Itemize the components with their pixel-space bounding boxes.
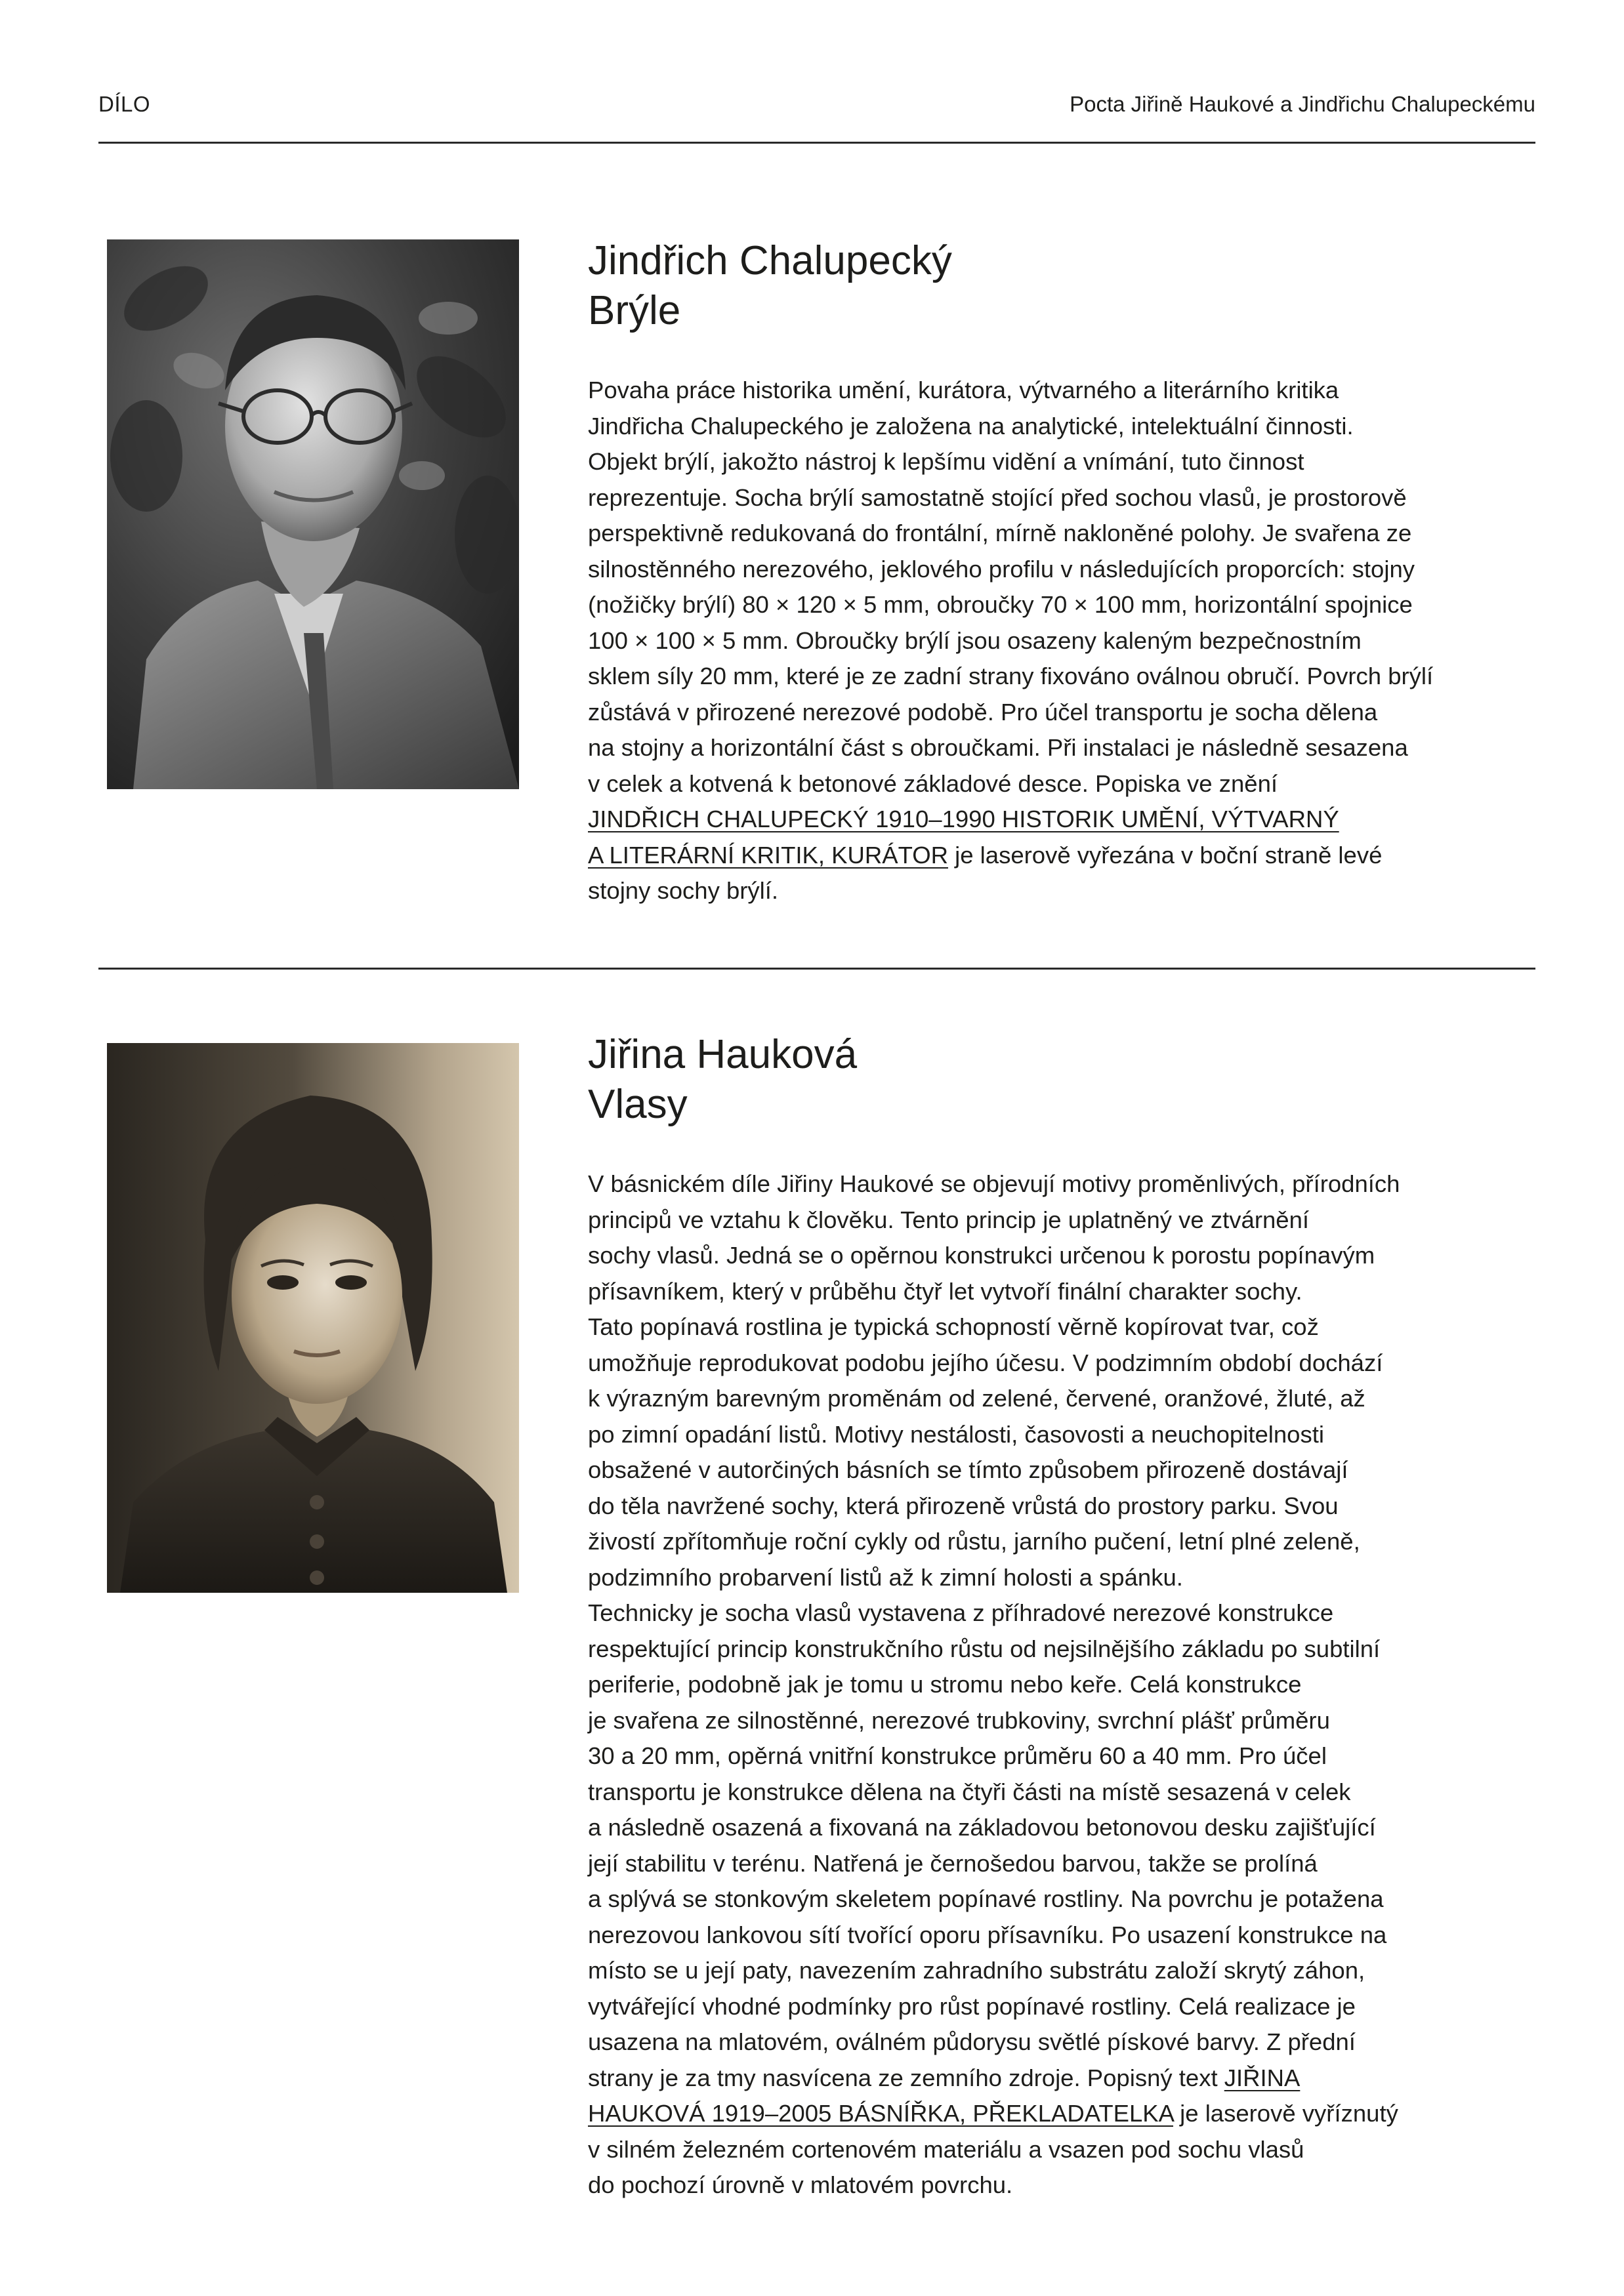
text-line: do těla navržené sochy, která přirozeně vrůstá do prostory parku. Svou: [588, 1492, 1339, 1519]
text-line: Objekt brýlí, jakožto nástroj k lepšímu vidění a vnímání, tuto činnost: [588, 448, 1304, 475]
work-name: Brýle: [588, 288, 681, 333]
text-line: její stabilitu v terénu. Natřená je černošedou barvou, takže se prolíná: [588, 1849, 1318, 1877]
text-line: obsažené v autorčiných básních se tímto způsobem přirozeně dostávají: [588, 1456, 1348, 1483]
artist-name: Jiřina Hauková: [588, 1032, 858, 1077]
text-line: stojny sochy brýlí.: [588, 877, 779, 904]
text-fragment: je laserově vyříznutý: [1173, 2100, 1398, 2127]
text-line: [588, 838, 1535, 874]
text-line: respektující princip konstrukčního růstu od nejsilnějšího základu po subtilní: [588, 1635, 1381, 1662]
text-line: místo se u její paty, navezením zahradního substrátu založí skrytý záhon,: [588, 1957, 1365, 1984]
text-line: 100 × 100 × 5 mm. Obroučky brýlí jsou osazeny kaleným bezpečnostním: [588, 626, 1362, 654]
text-line: [588, 2060, 1535, 2097]
text-line: perspektivně redukovaná do frontální, mírně nakloněné polohy. Je svařena ze: [588, 520, 1412, 546]
section-divider: [98, 968, 1535, 970]
text-line: je svařena ze silnostěnné, nerezové trubkoviny, svrchní plášť průměru: [588, 1706, 1330, 1734]
text-line: silnostěnného nerezového, jeklového profilu v následujících proporcích: stojny: [588, 555, 1415, 583]
text-line: a následně osazená a fixovaná na základovou betonovou desku zajišťující: [588, 1814, 1376, 1841]
text-line: usazena na mlatovém, oválném půdorysu světlé pískové barvy. Z přední: [588, 2028, 1356, 2055]
portrait-photo-chalupecky: [107, 239, 519, 789]
inscription-text: A LITERÁRNÍ KRITIK, KURÁTOR: [588, 841, 948, 869]
text-line: V básnickém díle Jiřiny Haukové se objevují motivy proměnlivých, přírodních: [588, 1170, 1400, 1197]
inscription-text: HAUKOVÁ 1919–2005 BÁSNÍŘKA, PŘEKLADATELKA: [588, 2100, 1173, 2127]
text-line: Technicky je socha vlasů vystavena z příhradové nerezové konstrukce: [588, 1599, 1334, 1626]
text-line: a splývá se stonkovým skeletem popínavé rostliny. Na povrchu je potažena: [588, 1885, 1384, 1912]
text-line: v silném železném cortenovém materiálu a vsazen pod sochu vlasů: [588, 2135, 1304, 2163]
text-line: [588, 802, 1535, 838]
text-line: umožňuje reprodukovat podobu jejího účesu. V podzimním období dochází: [588, 1349, 1383, 1376]
description-haukova: [588, 1166, 1535, 2204]
text-line: principů ve vztahu k člověku. Tento princip je uplatněný ve ztvárnění: [588, 1206, 1310, 1233]
text-line: (nožičky brýlí) 80 × 120 × 5 mm, obroučky 70 × 100 mm, horizontální spojnice: [588, 591, 1413, 618]
portrait-photo-haukova: [107, 1043, 519, 1593]
text-line: přísavníkem, který v průběhu čtyř let vytvoří finální charakter sochy.: [588, 1277, 1302, 1305]
section-label: DÍLO: [98, 92, 151, 116]
text-line: živostí zpřítomňuje roční cykly od růstu, jarního pučení, letní plné zeleně,: [588, 1528, 1360, 1555]
text-line: podzimního probarvení listů až k zimní holosti a spánku.: [588, 1563, 1183, 1591]
text-line: k výrazným barevným proměnám od zelené, červené, oranžové, žluté, až: [588, 1385, 1365, 1412]
running-title: Pocta Jiřině Haukové a Jindřichu Chalupeckému: [1070, 92, 1535, 116]
text-line: v celek a kotvená k betonové základové desce. Popiska ve znění: [588, 769, 1278, 797]
text-line: transportu je konstrukce dělena na čtyři části na místě sesazená v celek: [588, 1778, 1351, 1805]
text-line: do pochozí úrovně v mlatovém povrchu.: [588, 2171, 1013, 2198]
text-line: 30 a 20 mm, opěrná vnitřní konstrukce průměru 60 a 40 mm. Pro účel: [588, 1742, 1327, 1769]
text-line: [588, 2096, 1535, 2132]
header-divider: [98, 142, 1535, 144]
text-line: periferie, podobně jak je tomu u stromu nebo keře. Celá konstrukce: [588, 1671, 1302, 1698]
text-line: Jindřicha Chalupeckého je založena na analytické, intelektuální činnosti.: [588, 412, 1354, 440]
text-line: sklem síly 20 mm, které je ze zadní strany fixováno oválnou obručí. Povrch brýlí: [588, 663, 1434, 689]
text-fragment: je laserově vyřezána v boční straně levé: [947, 841, 1383, 869]
text-line: zůstává v přirozené nerezové podobě. Pro účel transportu je socha dělena: [588, 698, 1378, 726]
inscription-text: JINDŘICH CHALUPECKÝ 1910–1990 HISTORIK UMĚNÍ, VÝTVARNÝ: [588, 806, 1339, 832]
artwork-title-chalupecky: [588, 236, 952, 336]
text-line: Tato popínavá rostlina je typická schopností věrně kopírovat tvar, což: [588, 1313, 1319, 1340]
text-line: na stojny a horizontální část s obroučkami. Při instalaci je následně sesazena: [588, 734, 1408, 761]
text-line: nerezovou lankovou sítí tvořící oporu přísavníku. Po usazení konstrukce na: [588, 1921, 1387, 1948]
text-line: vytvářející vhodné podmínky pro růst popínavé rostliny. Celá realizace je: [588, 1992, 1356, 2020]
running-header: [98, 92, 1535, 121]
work-name: Vlasy: [588, 1082, 688, 1127]
text-line: reprezentuje. Socha brýlí samostatně stojící před sochou vlasů, je prostorově: [588, 483, 1407, 511]
text-line: po zimní opadání listů. Motivy nestálosti, časovosti a neuchopitelnosti: [588, 1420, 1324, 1448]
artist-name: Jindřich Chalupecký: [588, 238, 952, 283]
text-line: sochy vlasů. Jedná se o opěrnou konstrukci určenou k porostu popínavým: [588, 1242, 1375, 1269]
text-fragment: strany je za tmy nasvícena ze zemního zdroje. Popisný text: [588, 2064, 1224, 2091]
inscription-text: JIŘINA: [1224, 2064, 1301, 2091]
artwork-title-haukova: [588, 1030, 857, 1130]
text-line: Povaha práce historika umění, kurátora, výtvarného a literárního kritika: [588, 377, 1339, 403]
description-chalupecky: [588, 373, 1535, 909]
